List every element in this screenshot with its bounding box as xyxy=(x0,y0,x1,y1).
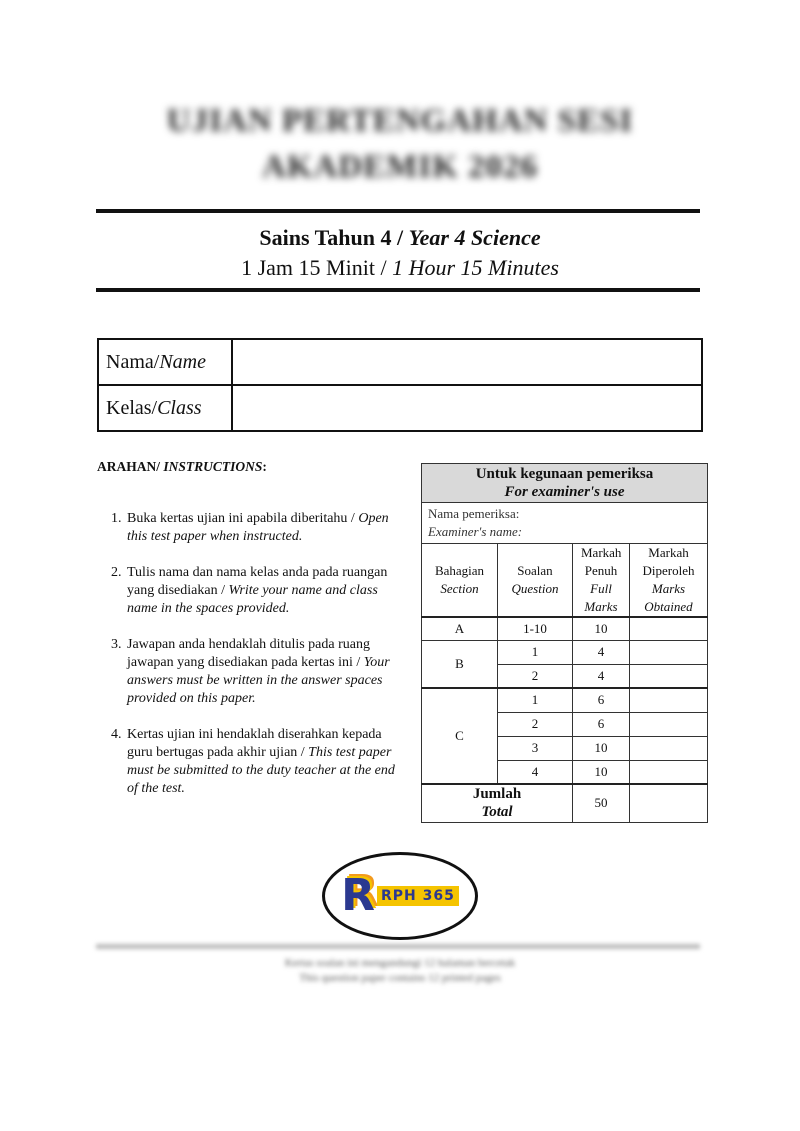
instruction-item xyxy=(125,726,404,798)
marks-obtained-cell[interactable] xyxy=(630,688,708,712)
table-row xyxy=(422,617,708,640)
marks-obtained-cell[interactable] xyxy=(630,664,708,688)
instructions-heading-colon: : xyxy=(262,459,267,474)
marks-obtained-cell[interactable] xyxy=(630,760,708,784)
marks-obtained-cell[interactable] xyxy=(630,617,708,640)
subject-separator: / xyxy=(391,225,409,250)
section-cell: A xyxy=(422,617,498,640)
col-ms: Markah Penuh xyxy=(581,545,622,578)
exam-title-line2: AKADEMIK 2026 xyxy=(261,149,539,185)
name-field[interactable] xyxy=(232,339,702,385)
instructions-heading-ms: ARAHAN/ xyxy=(97,459,164,474)
column-header-question xyxy=(498,544,573,618)
full-marks-cell: 10 xyxy=(573,617,630,640)
full-marks-cell: 4 xyxy=(573,664,630,688)
total-label-ms: Jumlah xyxy=(472,786,522,803)
col-en: Section xyxy=(440,581,479,596)
full-marks-cell: 6 xyxy=(573,712,630,736)
examiner-table-heading xyxy=(422,464,708,503)
duration-ms: 1 Jam 15 Minit xyxy=(241,255,375,280)
col-en: Question xyxy=(511,581,559,596)
table-row xyxy=(422,640,708,664)
full-marks-cell: 10 xyxy=(573,736,630,760)
full-marks-cell: 6 xyxy=(573,688,630,712)
instructions-heading-en: INSTRUCTIONS xyxy=(163,459,263,474)
instruction-en: Write your name and class name in the spaces provided. xyxy=(127,583,378,616)
instruction-ms: Buka kertas ujian ini apabila diberitahu / xyxy=(127,511,359,526)
footer-line-ms: Kertas soalan ini mengandungi 12 halaman bercetak xyxy=(284,957,516,969)
name-row xyxy=(98,339,702,385)
examiner-heading-ms: Untuk kegunaan pemeriksa xyxy=(475,466,654,482)
total-label xyxy=(422,784,573,822)
column-header-section xyxy=(422,544,498,618)
rph365-watermark-logo xyxy=(322,852,478,940)
instructions-list xyxy=(104,510,404,816)
col-en: Marks Obtained xyxy=(644,581,693,614)
question-cell: 1 xyxy=(498,640,573,664)
section-cell: C xyxy=(422,688,498,784)
examiner-name-label-ms: Nama pemeriksa: xyxy=(428,506,520,521)
instruction-ms: Jawapan anda hendaklah ditulis pada ruang jawapan yang disediakan pada kertas ini / xyxy=(127,637,370,670)
examiner-heading-en: For examiner's use xyxy=(504,484,625,500)
class-label xyxy=(98,385,232,431)
question-cell: 1 xyxy=(498,688,573,712)
name-label xyxy=(98,339,232,385)
total-full-marks: 50 xyxy=(573,784,630,822)
examiner-name-label-en: Examiner's name: xyxy=(428,524,523,539)
total-label-en: Total xyxy=(481,804,513,821)
exam-title xyxy=(0,98,800,190)
question-cell: 1-10 xyxy=(498,617,573,640)
name-label-en: Name xyxy=(159,350,206,373)
rph365-logo-icon xyxy=(341,870,459,921)
footer-line-en: This question paper contains 12 printed pages xyxy=(299,972,501,984)
logo-text: RPH 365 xyxy=(377,886,459,906)
table-row xyxy=(422,688,708,712)
question-cell: 2 xyxy=(498,712,573,736)
class-row xyxy=(98,385,702,431)
marks-obtained-cell[interactable] xyxy=(630,640,708,664)
logo-r-glyph-icon: R xyxy=(341,870,376,921)
total-marks-obtained[interactable] xyxy=(630,784,708,822)
instruction-en: Open this test paper when instructed. xyxy=(127,511,389,544)
marks-obtained-cell[interactable] xyxy=(630,712,708,736)
total-row xyxy=(422,784,708,822)
instruction-item xyxy=(125,510,404,546)
subject-ms: Sains Tahun 4 xyxy=(259,225,392,250)
footer-rule xyxy=(96,944,700,949)
class-label-en: Class xyxy=(157,396,202,419)
question-cell: 3 xyxy=(498,736,573,760)
instruction-item xyxy=(125,564,404,618)
instruction-ms: Tulis nama dan nama kelas anda pada ruangan yang disediakan / xyxy=(127,565,388,598)
class-label-ms: Kelas/ xyxy=(106,396,158,419)
col-ms: Markah Diperoleh xyxy=(642,545,695,578)
instructions-heading xyxy=(97,459,267,475)
full-marks-cell: 4 xyxy=(573,640,630,664)
column-header-marks-obtained xyxy=(630,544,708,618)
subject-en: Year 4 Science xyxy=(408,225,541,250)
duration-en: 1 Hour 15 Minutes xyxy=(392,255,559,280)
page-footer xyxy=(0,956,800,986)
student-identity-table xyxy=(97,338,703,432)
instruction-item xyxy=(125,636,404,708)
col-ms: Bahagian xyxy=(434,563,485,578)
top-rule xyxy=(96,209,700,213)
exam-title-line1: UJIAN PERTENGAHAN SESI xyxy=(166,103,634,139)
full-marks-cell: 10 xyxy=(573,760,630,784)
class-field[interactable] xyxy=(232,385,702,431)
duration-line xyxy=(0,255,800,281)
column-header-row xyxy=(422,544,708,618)
column-header-full-marks xyxy=(573,544,630,618)
section-cell: B xyxy=(422,640,498,688)
question-cell: 2 xyxy=(498,664,573,688)
examiner-use-table xyxy=(421,463,708,823)
instruction-en: This test paper must be submitted to the duty teacher at the end of the test. xyxy=(127,745,395,796)
duration-separator: / xyxy=(374,255,393,280)
instruction-en: Your answers must be written in the answer spaces provided on this paper. xyxy=(127,655,390,706)
instruction-ms: Kertas ujian ini hendaklah diserahkan kepada guru bertugas pada akhir ujian / xyxy=(127,727,382,760)
question-cell: 4 xyxy=(498,760,573,784)
subject-line xyxy=(0,225,800,251)
marks-obtained-cell[interactable] xyxy=(630,736,708,760)
name-label-ms: Nama/ xyxy=(106,350,160,373)
bottom-rule xyxy=(96,288,700,292)
examiner-name-field[interactable] xyxy=(422,503,708,544)
col-en: Full Marks xyxy=(584,581,618,614)
col-ms: Soalan xyxy=(517,563,553,578)
